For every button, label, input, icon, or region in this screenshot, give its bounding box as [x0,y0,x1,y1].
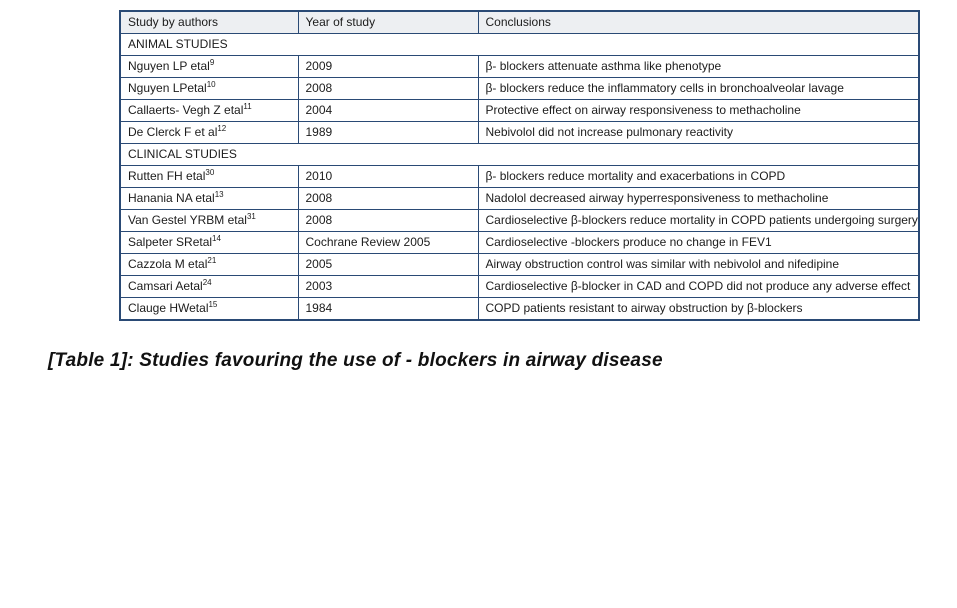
citation-superscript: 13 [214,190,224,199]
year-cell: Cochrane Review 2005 [298,232,478,254]
table-row [120,56,919,78]
table-row [120,298,919,321]
table-row [120,78,919,100]
conclusion-cell: Cardioselective β-blocker in CAD and COPD did not produce any adverse effect [478,276,919,298]
author-text: Clauge HWetal [128,301,209,315]
citation-superscript: 9 [209,58,215,67]
table-row [120,254,919,276]
conclusion-cell: Cardioselective -blockers produce no change in FEV1 [478,232,919,254]
author-text: Nguyen LP etal [128,59,210,73]
author-cell [120,232,298,254]
author-cell [120,122,298,144]
header-cell-conclusions: Conclusions [478,11,919,34]
table-row [120,122,919,144]
author-cell [120,56,298,78]
table-row [120,188,919,210]
author-text: Nguyen LPetal [128,81,207,95]
author-text: Camsari Aetal [128,279,203,293]
section-label-clinical: CLINICAL STUDIES [120,144,919,166]
year-cell: 2004 [298,100,478,122]
author-text: De Clerck F et al [128,125,218,139]
year-cell: 2003 [298,276,478,298]
author-cell [120,100,298,122]
header-cell-authors: Study by authors [120,11,298,34]
conclusion-cell: Cardioselective β-blockers reduce mortality in COPD patients undergoing surgery [478,210,919,232]
conclusion-cell: Protective effect on airway responsiveness to methacholine [478,100,919,122]
year-cell: 2009 [298,56,478,78]
citation-superscript: 12 [217,124,227,133]
year-cell: 2008 [298,188,478,210]
conclusion-cell: β- blockers reduce the inflammatory cells in bronchoalveolar lavage [478,78,919,100]
citation-superscript: 11 [243,102,252,111]
conclusion-cell: Airway obstruction control was similar with nebivolol and nifedipine [478,254,919,276]
table-row [120,166,919,188]
header-cell-year: Year of study [298,11,478,34]
year-cell: 2010 [298,166,478,188]
table-row [120,210,919,232]
year-cell: 1989 [298,122,478,144]
author-cell [120,298,298,321]
conclusion-cell: Nadolol decreased airway hyperresponsiveness to methacholine [478,188,919,210]
citation-superscript: 15 [208,300,218,309]
author-cell [120,254,298,276]
table-row [120,232,919,254]
year-cell: 2008 [298,210,478,232]
author-cell [120,188,298,210]
section-label-animal: ANIMAL STUDIES [120,34,919,56]
table-row [120,276,919,298]
author-text: Callaerts- Vegh Z etal [128,103,244,117]
year-cell: 2008 [298,78,478,100]
author-cell [120,166,298,188]
author-text: Cazzola M etal [128,257,208,271]
conclusion-cell: COPD patients resistant to airway obstruction by β-blockers [478,298,919,321]
citation-superscript: 30 [205,168,215,177]
citation-superscript: 21 [207,256,217,265]
table-header-row [120,11,919,34]
author-text: Van Gestel YRBM etal [128,213,247,227]
citation-superscript: 24 [202,278,212,287]
section-row-clinical [120,144,919,166]
author-text: Salpeter SRetal [128,235,213,249]
citation-superscript: 31 [246,212,256,221]
conclusion-cell: β- blockers attenuate asthma like phenotype [478,56,919,78]
author-cell [120,276,298,298]
section-row-animal [120,34,919,56]
author-text: Hanania NA etal [128,191,215,205]
citation-superscript: 10 [206,80,216,89]
conclusion-cell: Nebivolol did not increase pulmonary reactivity [478,122,919,144]
author-text: Rutten FH etal [128,169,206,183]
studies-table [119,10,920,321]
studies-table-container [119,10,918,321]
conclusion-cell: β- blockers reduce mortality and exacerbations in COPD [478,166,919,188]
table-row [120,100,919,122]
author-cell [120,210,298,232]
table-caption: [Table 1]: Studies favouring the use of - blockers in airway disease [48,350,663,371]
citation-superscript: 14 [212,234,221,243]
year-cell: 1984 [298,298,478,321]
year-cell: 2005 [298,254,478,276]
author-cell [120,78,298,100]
